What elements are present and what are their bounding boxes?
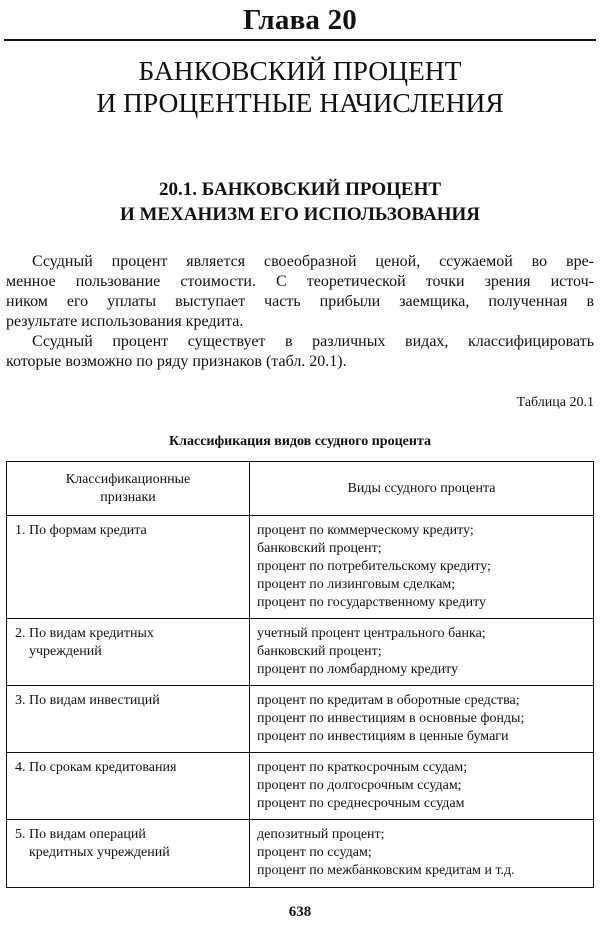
type-item: депозитный процент; bbox=[257, 827, 385, 842]
paragraph-1-line: менное пользование стоимости. С теоретической точки зрения источ- bbox=[6, 273, 594, 290]
chapter-title-line-1: БАНКОВСКИЙ ПРОЦЕНТ bbox=[138, 55, 462, 86]
feature-text: учреждений bbox=[29, 644, 102, 659]
feature-text: 5. По видам операций bbox=[15, 827, 146, 842]
classification-table bbox=[6, 461, 594, 888]
section-title-line-2: И МЕХАНИЗМ ЕГО ИСПОЛЬЗОВАНИЯ bbox=[119, 204, 481, 225]
header-features bbox=[7, 462, 250, 516]
paragraph-1-line: результате использования кредита. bbox=[6, 313, 244, 330]
table-row bbox=[7, 516, 594, 619]
type-item: процент по инвестициям в основные фонды; bbox=[257, 711, 525, 726]
type-item: процент по долгосрочным ссудам; bbox=[257, 778, 462, 793]
types-cell bbox=[250, 516, 594, 619]
type-item: банковский процент; bbox=[257, 541, 382, 556]
table-row bbox=[7, 686, 594, 753]
feature-cell bbox=[7, 516, 250, 619]
paragraph-1 bbox=[6, 252, 594, 332]
feature-cell bbox=[7, 686, 250, 753]
feature-text: 3. По видам инвестиций bbox=[15, 693, 160, 708]
paragraph-1-line: Ссудный процент является своеобразной ценой, ссужаемой во вре- bbox=[32, 253, 594, 270]
paragraph-2-line: которые возможно по ряду признаков (табл. 20.1). bbox=[6, 353, 347, 370]
feature-cell bbox=[7, 753, 250, 820]
type-item: учетный процент центрального банка; bbox=[257, 626, 486, 641]
type-item: процент по ссудам; bbox=[257, 845, 372, 860]
paragraph-2-line: Ссудный процент существует в различных видах, классифицировать bbox=[32, 333, 594, 350]
types-cell bbox=[250, 686, 594, 753]
type-item: банковский процент; bbox=[257, 644, 382, 659]
chapter-title bbox=[0, 55, 600, 119]
chapter-rule bbox=[4, 39, 596, 41]
type-item: процент по кредитам в оборотные средства; bbox=[257, 693, 520, 708]
table-caption: Классификация видов ссудного процента bbox=[168, 434, 431, 449]
type-item: процент по государственному кредиту bbox=[257, 595, 487, 610]
feature-cell bbox=[7, 820, 250, 888]
page-number: 638 bbox=[288, 904, 312, 920]
type-item: процент по ломбардному кредиту bbox=[257, 662, 459, 677]
types-cell bbox=[250, 820, 594, 888]
type-item: процент по межбанковским кредитам и т.д. bbox=[257, 863, 515, 878]
type-item: процент по среднесрочным ссудам bbox=[257, 796, 465, 811]
type-item: процент по лизинговым сделкам; bbox=[257, 577, 456, 592]
feature-text: кредитных учреждений bbox=[29, 845, 170, 860]
type-item: процент по коммерческому кредиту; bbox=[257, 523, 474, 538]
type-item: процент по краткосрочным ссудам; bbox=[257, 760, 468, 775]
chapter-heading: Глава 20 bbox=[243, 4, 357, 36]
table-row bbox=[7, 820, 594, 888]
feature-text: 1. По формам кредита bbox=[15, 523, 147, 538]
header-features-line: Классификационные bbox=[65, 471, 191, 487]
feature-cell bbox=[7, 619, 250, 686]
header-features-line: признаки bbox=[100, 489, 156, 505]
header-types: Виды ссудного процента bbox=[250, 462, 594, 516]
paragraph-1-line: ником его уплаты выступает часть прибыли заемщика, полученная в bbox=[6, 293, 594, 310]
paragraph-2 bbox=[6, 332, 594, 372]
table-row bbox=[7, 619, 594, 686]
feature-text: 2. По видам кредитных bbox=[15, 626, 154, 641]
table-header-row bbox=[7, 462, 594, 516]
section-title-line-1: 20.1. БАНКОВСКИЙ ПРОЦЕНТ bbox=[158, 179, 442, 200]
table-label: Таблица 20.1 bbox=[516, 395, 594, 410]
types-cell bbox=[250, 753, 594, 820]
section-title bbox=[0, 177, 600, 227]
table-row bbox=[7, 753, 594, 820]
chapter-title-line-2: И ПРОЦЕНТНЫЕ НАЧИСЛЕНИЯ bbox=[96, 87, 504, 118]
type-item: процент по инвестициям в ценные бумаги bbox=[257, 729, 509, 744]
feature-text: 4. По срокам кредитования bbox=[15, 760, 177, 775]
types-cell bbox=[250, 619, 594, 686]
type-item: процент по потребительскому кредиту; bbox=[257, 559, 491, 574]
